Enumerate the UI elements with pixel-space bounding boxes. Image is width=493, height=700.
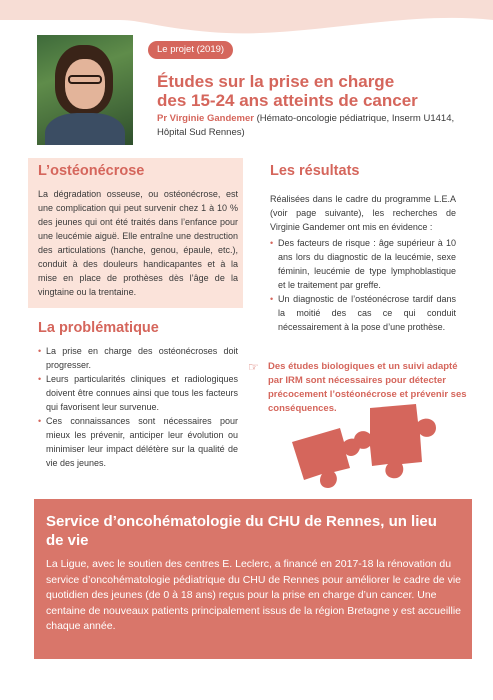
puzzle-piece-right — [354, 404, 436, 478]
resultats-heading: Les résultats — [270, 163, 360, 179]
osteonecrose-heading: L’ostéonécrose — [38, 163, 145, 179]
resultats-list — [270, 236, 456, 334]
banner-title: Service d’oncohématologie du CHU de Rennes, un lieu de vie — [46, 513, 437, 549]
list-item: • Un diagnostic de l’ostéonécrose tardif dans la moitié des cas ce qui conduit nécessairement à la pose d’une prothèse. — [270, 292, 456, 334]
list-item: • Ces connaissances sont nécessaires pour mieux les prévenir, anticiper leur évolution ou minimiser leur impact délétère sur la qualité de vie des jeunes. — [38, 414, 238, 470]
author-photo — [37, 35, 133, 145]
problematique-list — [38, 344, 238, 470]
puzzle-piece-left — [292, 428, 360, 488]
puzzle-pieces-illustration — [290, 402, 450, 502]
title-line-1: Études sur la prise en charge — [157, 72, 395, 91]
byline — [157, 112, 467, 140]
problematique-heading: La problématique — [38, 320, 159, 336]
author-affiliation-hospital: Hôpital Sud Rennes) — [157, 127, 245, 138]
title-line-2: des 15-24 ans atteints de cancer — [157, 91, 418, 110]
list-item: • Des facteurs de risque : âge supérieur à 10 ans lors du diagnostic de la leucémie, sexe féminin, leucémie de type lymphoblastique et le traitement par greffe. — [270, 236, 456, 292]
list-item: • Leurs particularités cliniques et radiologiques doivent être connues ainsi que tous les facteurs qui favorisent leur survenue. — [38, 372, 238, 414]
page-title — [157, 72, 457, 110]
list-item: • La prise en charge des ostéonécroses doit progresser. — [38, 344, 238, 372]
note-text: Des études biologiques et un suivi adapté par IRM sont nécessaires pour détecter précocement l’ostéonécrose et prévenir ses conséquences. — [268, 361, 467, 414]
pointing-hand-icon: ☞ — [248, 360, 259, 374]
author-affiliation: (Hémato-oncologie pédiatrique, Inserm U1414, — [253, 113, 455, 124]
project-badge: Le projet (2019) — [148, 41, 233, 59]
author-name: Pr Virginie Gandemer — [157, 113, 254, 124]
resultats-intro: Réalisées dans le cadre du programme L.E.A (voir page suivante), les recherches de Virginie Gandemer ont mis en évidence : — [270, 194, 456, 232]
banner-text: La Ligue, avec le soutien des centres E. Leclerc, a financé en 2017-18 la rénovation du service d’oncohématologie pédiatrique du CHU de Rennes pour améliorer le cadre de vie quotidien des jeunes (de 0 à 18 ans) reçus pour la prise en charge d’un cancer. Une centaine de nouveaux patients principalement issus de la région Bretagne y est accueillie chaque année. — [46, 558, 462, 632]
osteonecrose-text: La dégradation osseuse, ou ostéonécrose, est une complication qui peut survenir chez 1 à 10 % des jeunes qui ont été traités dans l’enfance pour une leucémie aiguë. Elle entraîne une destruction des articulations (hanche, genou, épaule, etc.), conduit à des douleurs handicapantes et à la mise en place de prothèses dès l’âge de la vingtaine ou la trentaine. — [38, 189, 238, 297]
